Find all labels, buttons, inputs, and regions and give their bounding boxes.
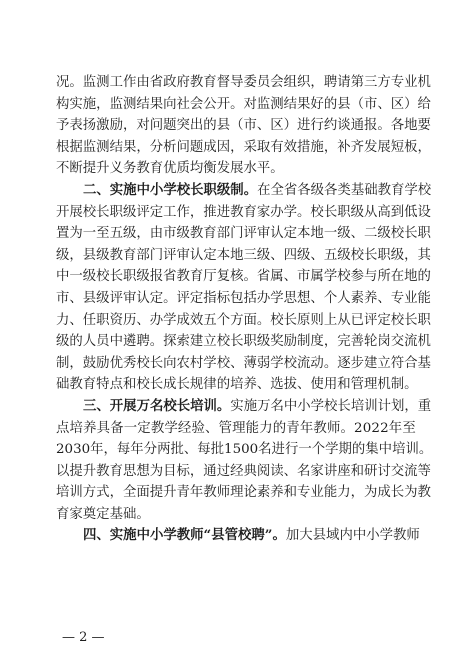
text-line: 以 提 升 教 育 思 想 为 目 标 ， 通 过 经 典 阅 读 、 名 家 讲 座 和 研 讨 交 流 等	[56, 463, 431, 479]
text-line: 力 、 任 职 资 历 、 办 学 成 效 五 个 方 面 。 校 长 原 则 上 从 已 评 定 校 长 职	[56, 312, 431, 328]
text-line: 予 表 扬 激 励 ， 对 问 题 突 出 的 县 （ 市 、 区 ） 进 行 约 谈 通 报 。 各 地 要	[56, 118, 431, 134]
text-line: 育 家 奠 定 基 础 。	[56, 506, 150, 522]
text-line: 根 据 监 测 结 果 ， 分 析 问 题 成 因 ， 采 取 有 效 措 施 ， 补 齐 发 展 短 板 ，	[56, 139, 431, 155]
text-line: 构 实 施 ， 监 测 结 果 向 社 会 公 开 。 对 监 测 结 果 好 的 县 （ 市 、 区 ） 给	[56, 96, 431, 112]
text-line: 三 、 开 展 万 名 校 长 培 训 。 实 施 万 名 中 小 学 校 长 培 训 计 划 ， 重	[83, 397, 432, 414]
text-line: 开 展 校 长 职 级 评 定 工 作 ， 推 进 教 育 家 办 学 。 校 长 职 级 从 高 到 低 设	[56, 204, 431, 220]
text-line: 培 训 方 式 ， 全 面 提 升 青 年 教 师 理 论 素 养 和 专 业 能 力 ， 为 成 长 为 教	[56, 485, 431, 501]
text-line: 级 ， 县 级 教 育 部 门 评 审 认 定 本 地 三 级 、 四 级 、 五 级 校 长 职 级 ， 其	[56, 247, 431, 263]
text-line: 点 培 养 具 备 一 定 教 学 经 验 、 管 理 能 力 的 青 年 教 师 。 2 0 2 2 年 至	[56, 420, 416, 436]
text-line: 况 。 监 测 工 作 由 省 政 府 教 育 督 导 委 员 会 组 织 ， 聘 请 第 三 方 专 业 机	[56, 75, 431, 90]
text-line: 础 教 育 特 点 和 校 长 成 长 规 律 的 培 养 、 选 拔 、 使 用 和 管 理 机 制 。	[56, 377, 418, 393]
text-line: 置 为 一 至 五 级 ， 由 市 级 教 育 部 门 评 审 认 定 本 地 一 级 、 二 级 校 长 职	[56, 226, 431, 242]
text-line: 中 一 级 校 长 职 级 报 省 教 育 厅 复 核 。 省 属 、 市 属 学 校 参 与 所 在 地 的	[56, 269, 431, 285]
text-line: 级 的 人 员 中 遴 聘 。 探 索 建 立 校 长 职 级 奖 励 制 度 ， 完 善 轮 岗 交 流 机	[56, 334, 431, 350]
text-line: 市 、 县 级 评 审 认 定 。 评 定 指 标 包 括 办 学 思 想 、 个 人 素 养 、 专 业 能	[56, 290, 431, 306]
text-line: 不 断 提 升 义 务 教 育 优 质 均 衡 发 展 水 平 。	[56, 161, 284, 177]
text-line: 四 、 实 施 中 小 学 教 师 “ 县 管 校 聘 ” 。 加 大 县 域 内 中 小 学 教 师	[83, 527, 420, 544]
text-line: 二 、 实 施 中 小 学 校 长 职 级 制 。 在 全 省 各 级 各 类 基 础 教 育 学 校	[83, 181, 432, 198]
text-line: 制 ， 鼓 励 优 秀 校 长 向 农 村 学 校 、 薄 弱 学 校 流 动 。 逐 步 建 立 符 合 基	[56, 355, 431, 371]
document-body	[56, 72, 433, 547]
page-number: — 2 —	[62, 630, 105, 645]
text-line: 2 0 3 0 年 ， 每 年 分 两 批 、 每 批 1 5 0 0 名 进 行 一 个 学 期 的 集 中 培 训 。	[56, 442, 433, 458]
